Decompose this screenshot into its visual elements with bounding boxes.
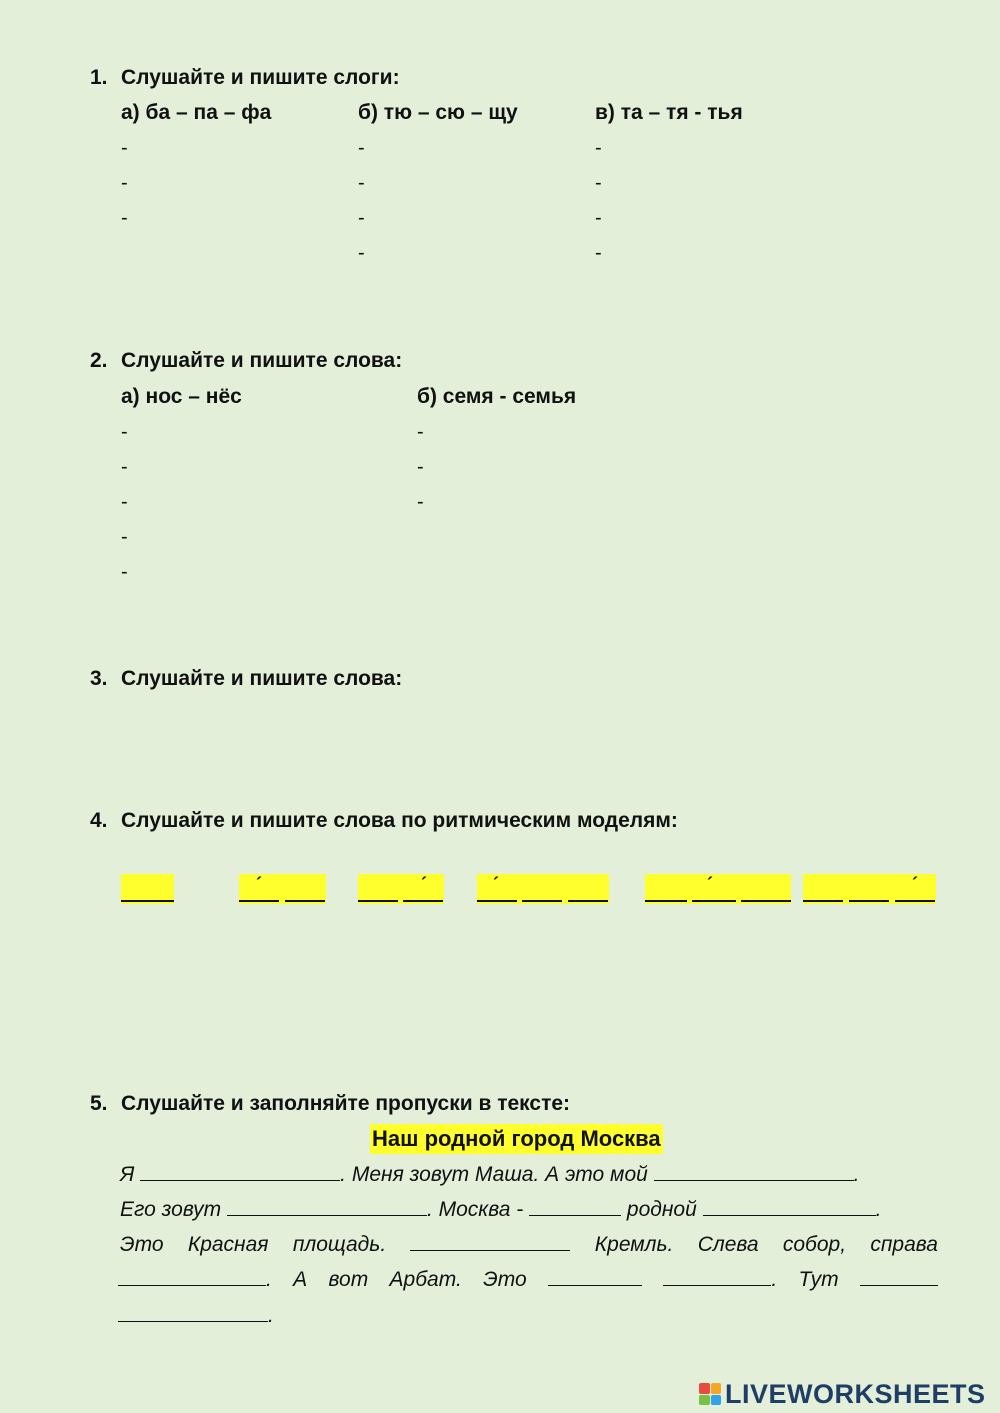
answer-dash[interactable]: - [417,456,424,478]
text-fragment: . Москва - [426,1198,524,1221]
answer-dash[interactable]: - [417,421,424,443]
syllable-line [803,900,843,902]
answer-dash[interactable]: - [595,242,602,264]
stress-mark: ´ [421,874,427,894]
rhythm-model-2[interactable] [239,874,326,904]
text-fragment: вот [328,1268,369,1291]
logo-icon [699,1383,721,1405]
answer-dash[interactable]: - [121,491,128,513]
text-line-4 [118,1265,938,1295]
text-fragment: Это [483,1268,527,1291]
text-fragment: Кремль. [594,1233,674,1256]
stress-mark: ´ [493,874,499,894]
task3-number: 3. [90,667,108,690]
syllable-line [895,900,935,902]
answer-dash[interactable]: - [121,456,128,478]
text-fragment: Это [120,1233,164,1256]
answer-dash[interactable]: - [417,491,424,513]
text-fragment: родной [626,1198,697,1221]
syllable-line [477,900,517,902]
answer-dash[interactable]: - [595,137,602,159]
text-fragment: Я [120,1163,135,1186]
task2-number: 2. [90,349,108,372]
text-fragment: Красная [187,1233,269,1256]
text-fragment: . [875,1198,882,1221]
liveworksheets-logo [699,1378,986,1410]
answer-dash[interactable]: - [121,137,128,159]
answer-dash[interactable]: - [121,421,128,443]
syllable-line [121,900,174,902]
task2-title: Слушайте и пишите слова: [121,349,403,372]
rhythm-model-4[interactable] [477,874,609,904]
task4-title: Слушайте и пишите слова по ритмическим моделям: [121,809,678,832]
text-fragment: . [771,1268,778,1291]
rhythm-model-5[interactable] [645,874,791,904]
gap-input[interactable] [140,1160,340,1181]
text-fragment: . [268,1304,274,1327]
answer-dash[interactable]: - [358,172,365,194]
answer-dash[interactable]: - [358,137,365,159]
text-fragment: Его зовут [120,1198,222,1221]
rhythm-model-1[interactable] [121,874,174,904]
text-line-1 [120,1160,938,1190]
text-fragment: . Меня зовут Маша. А это мой [340,1163,648,1186]
task2-col-a: а) нос – нёс [121,385,242,408]
gap-input[interactable] [118,1301,268,1322]
syllable-line [645,900,687,902]
answer-dash[interactable]: - [595,172,602,194]
syllable-line [568,900,608,902]
gap-input[interactable] [118,1265,266,1286]
task1-title: Слушайте и пишите слоги: [121,66,400,89]
syllable-line [692,900,736,902]
text-fragment: справа [870,1233,938,1256]
syllable-line [285,900,325,902]
task1-col-a: а) ба – па – фа [121,101,272,124]
gap-input[interactable] [663,1265,771,1286]
gap-input[interactable] [410,1230,570,1251]
answer-dash[interactable]: - [121,172,128,194]
text-fragment: собор, [782,1233,847,1256]
text-fragment: А [293,1268,308,1291]
syllable-line [741,900,791,902]
logo-text: LIVEWORKSHEETS [725,1378,986,1409]
text-fragment: Слева [697,1233,759,1256]
answer-dash[interactable]: - [121,561,128,583]
rhythm-model-6[interactable] [803,874,936,904]
answer-dash[interactable]: - [358,207,365,229]
task3-title: Слушайте и пишите слова: [121,667,403,690]
answer-dash[interactable]: - [121,207,128,229]
task1-number: 1. [90,66,108,89]
task5-title: Слушайте и заполняйте пропуски в тексте: [121,1092,571,1115]
text-fragment: . [853,1163,860,1186]
text-fragment: площадь. [292,1233,387,1256]
answer-dash[interactable]: - [595,207,602,229]
task4-number: 4. [90,809,108,832]
stress-mark: ´ [912,874,918,894]
task2-col-b: б) семя - семья [417,385,577,408]
gap-input[interactable] [860,1265,938,1286]
text-fragment: . [266,1268,272,1291]
gap-input[interactable] [703,1195,876,1216]
syllable-line [403,900,443,902]
text-fragment: Арбат. [389,1268,462,1291]
syllable-line [358,900,398,902]
gap-input[interactable] [529,1195,621,1216]
answer-dash[interactable]: - [358,242,365,264]
text-fragment: Тут [798,1268,839,1291]
rhythm-model-3[interactable] [358,874,444,904]
text-title: Наш родной город Москва [370,1124,663,1154]
gap-input[interactable] [227,1195,427,1216]
gap-input[interactable] [548,1265,642,1286]
syllable-line [239,900,279,902]
text-line-3 [120,1230,938,1260]
task5-number: 5. [90,1092,108,1115]
text-line-5 [118,1301,936,1331]
syllable-line [849,900,889,902]
text-line-2 [120,1195,938,1225]
gap-input[interactable] [654,1160,854,1181]
syllable-line [522,900,562,902]
task1-col-c: в) та – тя - тья [595,101,743,124]
stress-mark: ´ [707,874,713,894]
stress-mark: ´ [256,874,262,894]
answer-dash[interactable]: - [121,526,128,548]
task1-col-b: б) тю – сю – щу [358,101,518,124]
